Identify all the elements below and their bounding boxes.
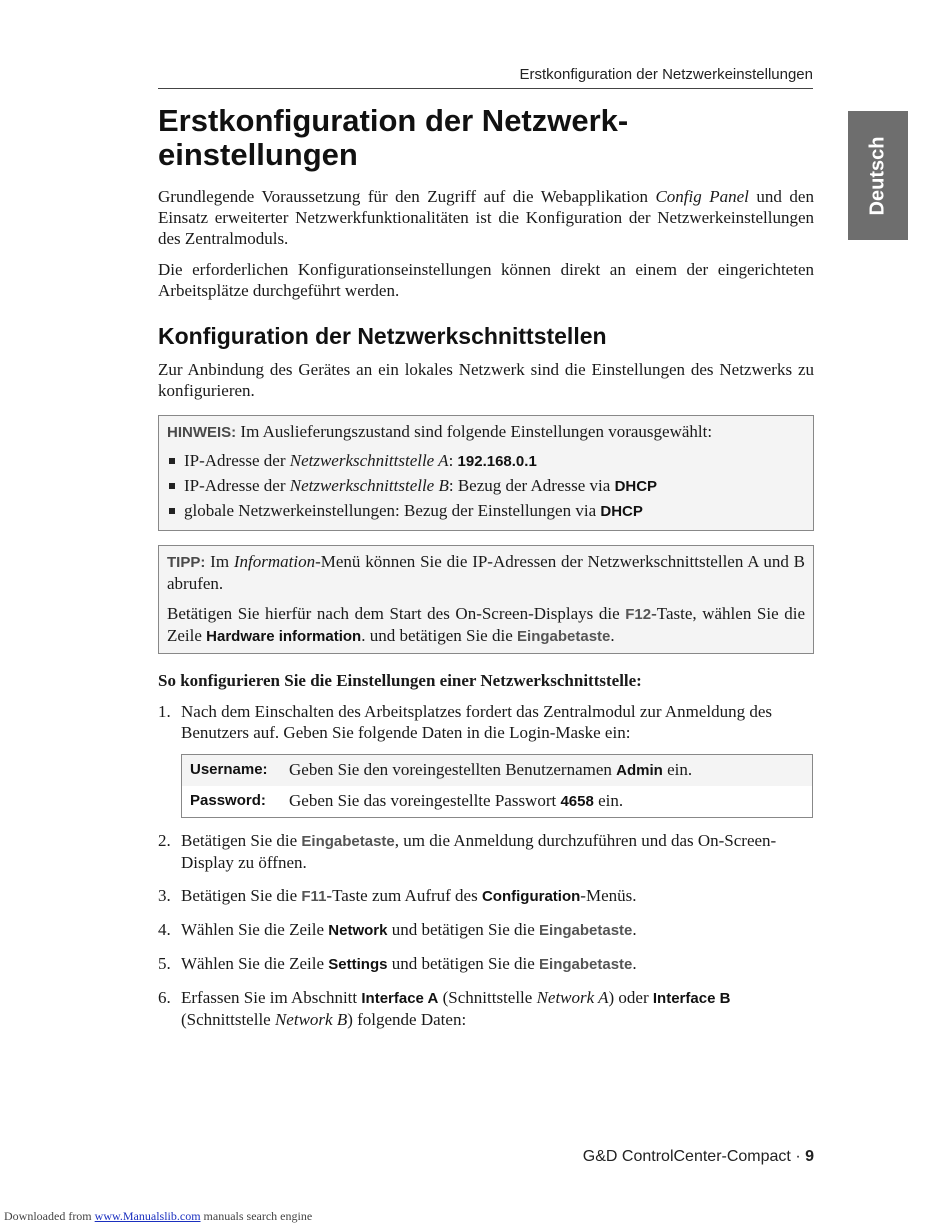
password-instruction: Geben Sie das voreingestellte Passwort 4658 ein. <box>289 791 624 810</box>
intro-paragraph-1 <box>158 186 814 249</box>
enter-key: Eingabetaste <box>539 922 633 939</box>
page-title <box>158 104 814 172</box>
hinweis-box <box>158 415 814 531</box>
language-tab <box>848 111 908 240</box>
procedure-steps <box>158 701 814 1030</box>
config-panel-term: Config Panel <box>655 187 749 206</box>
language-tab-label: Deutsch <box>866 136 889 215</box>
step-6: 6. Erfassen Sie im Abschnitt Interface A (Schnittstelle Network A) oder Interface B (Schnittstelle Network B) folgende Daten: <box>158 988 731 1029</box>
network-term: Network <box>328 922 388 939</box>
page-number: 9 <box>805 1148 814 1165</box>
footer-separator: · <box>790 1148 806 1165</box>
section-paragraph: Zur Anbindung des Gerätes an ein lokales Netzwerk sind die Einstellungen des Netzwerks zu konfigurieren. <box>158 360 814 400</box>
step-number: 5. <box>158 954 171 973</box>
enter-key: Eingabetaste <box>301 833 395 850</box>
list-item: IP-Adresse der Netzwerkschnittstelle A: 192.168.0.1 <box>167 449 805 474</box>
tipp-paragraph-1: TIPP: Im Information-Menü können Sie die IP-Adressen der Netzwerkschnittstellen A und B abrufen. <box>167 552 806 593</box>
hardware-information-term: Hardware information <box>206 628 362 645</box>
password-value: 4658 <box>560 793 594 810</box>
step-number: 4. <box>158 920 171 939</box>
intro-text: und den Einsatz erweiterter Netzwerkfunktionalitäten ist die Konfiguration der Netzwerkeinstellungen des Zentralmoduls. <box>158 187 814 248</box>
table-row <box>182 786 813 818</box>
page-title-line2: einstellungen <box>158 137 358 172</box>
hinweis-list <box>167 449 805 524</box>
ip-address-value: 192.168.0.1 <box>457 453 537 470</box>
manualslib-link[interactable]: www.Manualslib.com <box>94 1209 201 1223</box>
section-heading: Konfiguration der Netzwerkschnittstellen <box>158 323 607 349</box>
configuration-term: Configuration <box>481 888 581 905</box>
enter-key: Eingabetaste <box>517 628 611 645</box>
step-5: 5. Wählen Sie die Zeile Settings und betätigen Sie die Eingabetaste. <box>158 954 637 973</box>
interface-b-term: Interface B <box>652 990 731 1007</box>
download-suffix: manuals search engine <box>200 1209 313 1223</box>
step-2: 2. Betätigen Sie die Eingabetaste, um die Anmeldung durchzuführen und das On-Screen-Display zu öffnen. <box>158 831 777 872</box>
page-title-line1: Erstkonfiguration der Netzwerk- <box>158 103 629 138</box>
running-header: Erstkonfiguration der Netzwerkeinstellungen <box>158 66 813 89</box>
username-instruction: Geben Sie den voreingestellten Benutzernamen Admin ein. <box>281 755 813 787</box>
hinweis-text: Im Auslieferungszustand sind folgende Einstellungen vorausgewählt: <box>236 422 713 441</box>
username-value: Admin <box>616 762 663 779</box>
step-number: 1. <box>158 702 171 721</box>
password-label: Password: <box>190 792 266 809</box>
interface-a-term: Interface A <box>361 990 439 1007</box>
network-a-term: Network A <box>536 988 609 1007</box>
f11-key: F11 <box>301 888 327 905</box>
page-content <box>158 104 814 1030</box>
hinweis-label: HINWEIS: <box>167 424 237 441</box>
step-text: Nach dem Einschalten des Arbeitsplatzes fordert das Zentralmodul zur Anmeldung des Benutzers auf. Geben Sie folgende Daten in die Login-Maske ein: <box>181 702 773 742</box>
download-notice <box>4 1209 312 1224</box>
username-label: Username: <box>182 755 282 787</box>
procedure-heading: So konfigurieren Sie die Einstellungen einer Netzwerkschnittstelle: <box>158 671 642 690</box>
login-table <box>181 754 813 818</box>
tipp-box <box>158 545 814 654</box>
step-number: 2. <box>158 831 171 850</box>
settings-term: Settings <box>328 956 388 973</box>
list-item: IP-Adresse der Netzwerkschnittstelle B: Bezug der Adresse via DHCP <box>167 474 805 499</box>
page-footer <box>583 1148 814 1166</box>
step-3: 3. Betätigen Sie die F11-Taste zum Aufruf des Configuration-Menüs. <box>158 886 637 905</box>
information-term: Information <box>233 552 316 571</box>
step-number: 6. <box>158 988 171 1007</box>
step-4: 4. Wählen Sie die Zeile Network und betätigen Sie die Eingabetaste. <box>158 920 637 939</box>
hinweis-intro <box>167 421 805 443</box>
list-item: globale Netzwerkeinstellungen: Bezug der Einstellungen via DHCP <box>167 499 805 524</box>
step-number: 3. <box>158 886 171 905</box>
enter-key: Eingabetaste <box>539 956 633 973</box>
table-row <box>182 755 813 787</box>
f12-key: F12 <box>625 606 652 623</box>
dhcp-value: DHCP <box>600 503 643 520</box>
download-prefix: Downloaded from <box>4 1209 95 1223</box>
intro-paragraph-2: Die erforderlichen Konfigurationseinstellungen können direkt an einem der eingerichteten Arbeitsplätze durchgeführt werden. <box>158 260 814 300</box>
tipp-label: TIPP: <box>167 554 206 571</box>
dhcp-value: DHCP <box>614 478 658 495</box>
step-1 <box>158 701 814 818</box>
network-b-term: Network B <box>274 1010 348 1029</box>
product-name: G&D ControlCenter-Compact <box>582 1148 791 1165</box>
intro-text: Grundlegende Voraussetzung für den Zugriff auf die Webapplikation <box>158 187 656 206</box>
tipp-paragraph-2: Betätigen Sie hierfür nach dem Start des On-Screen-Displays die F12-Taste, wählen Sie die Zeile Hardware information. und betätigen Sie die Eingabetaste. <box>167 604 805 645</box>
